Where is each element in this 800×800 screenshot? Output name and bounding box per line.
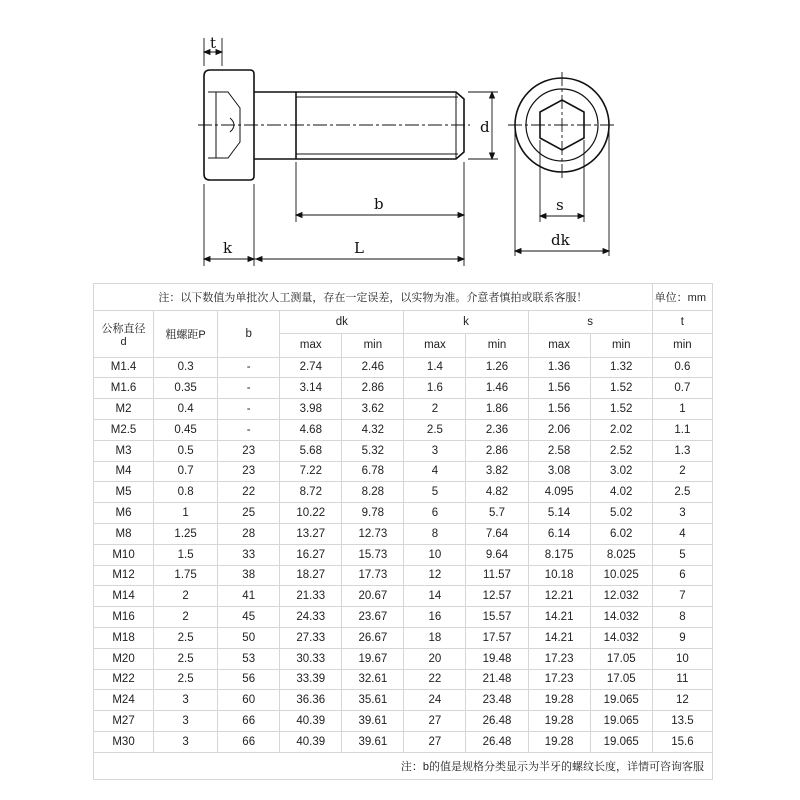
table-cell: M14 [94,586,154,607]
dim-label-s: s [556,196,564,214]
table-cell: 14.032 [590,607,652,628]
table-cell: 23 [218,461,280,482]
dim-label-b: b [374,195,384,213]
table-cell: 3 [154,731,218,752]
footnote-row [94,752,713,779]
header-pitch: 粗螺距P [154,311,218,357]
table-cell: 22 [404,669,466,690]
dim-label-t: t [210,34,217,52]
header-dk-max: max [280,334,342,357]
table-cell: M12 [94,565,154,586]
table-cell: 6.14 [528,523,590,544]
spec-table [93,283,713,780]
table-cell: 12 [404,565,466,586]
table-cell: 27 [404,731,466,752]
table-row [94,419,713,440]
table-cell: 12.032 [590,586,652,607]
table-cell: 5 [404,482,466,503]
table-cell: M3 [94,440,154,461]
table-cell: 1.75 [154,565,218,586]
table-cell: 1.86 [466,399,528,420]
table-cell: 26.48 [466,711,528,732]
table-cell: - [218,357,280,378]
table-cell: 15.73 [342,544,404,565]
table-cell: 3 [154,711,218,732]
table-cell: 3.02 [590,461,652,482]
table-cell: 9.78 [342,503,404,524]
table-row [94,523,713,544]
table-cell: 2.86 [342,378,404,399]
header-diameter-line2: d [120,335,127,348]
table-cell: M16 [94,607,154,628]
table-cell: 3.82 [466,461,528,482]
table-cell: 16.27 [280,544,342,565]
table-cell: 2 [154,607,218,628]
table-cell: 30.33 [280,648,342,669]
table-cell: 2 [652,461,712,482]
table-cell: 0.3 [154,357,218,378]
table-cell: 3 [652,503,712,524]
table-cell: 10 [404,544,466,565]
table-cell: 0.35 [154,378,218,399]
table-cell: 3.08 [528,461,590,482]
table-cell: M10 [94,544,154,565]
table-cell: 10.18 [528,565,590,586]
table-row [94,357,713,378]
table-cell: 19.28 [528,711,590,732]
table-cell: 66 [218,731,280,752]
table-cell: 7 [652,586,712,607]
table-cell: 14.21 [528,627,590,648]
table-row [94,711,713,732]
table-row [94,461,713,482]
table-cell: 13.27 [280,523,342,544]
header-dk: dk [280,311,404,334]
dim-label-k: k [223,239,233,257]
header-b: b [218,311,280,357]
table-cell: M8 [94,523,154,544]
table-cell: 1.52 [590,399,652,420]
table-cell: 0.6 [652,357,712,378]
table-cell: 18 [404,627,466,648]
table-cell: 23 [218,440,280,461]
table-cell: 17.23 [528,669,590,690]
table-cell: 2.36 [466,419,528,440]
table-row [94,690,713,711]
table-cell: 19.48 [466,648,528,669]
header-k-min: min [466,334,528,357]
table-cell: 19.28 [528,690,590,711]
table-cell: 28 [218,523,280,544]
table-cell: 1.1 [652,419,712,440]
table-cell: 2 [154,586,218,607]
dim-label-L: L [354,239,364,257]
table-cell: 22 [218,482,280,503]
table-cell: M2 [94,399,154,420]
table-cell: 19.065 [590,731,652,752]
table-cell: 12.21 [528,586,590,607]
table-cell: 1.36 [528,357,590,378]
table-footnote: 注：b的值是规格分类显示为半牙的螺纹长度，详情可咨询客服 [94,752,713,779]
table-cell: 1.25 [154,523,218,544]
table-cell: 8.025 [590,544,652,565]
table-cell: 24 [404,690,466,711]
table-cell: 25 [218,503,280,524]
table-cell: 7.64 [466,523,528,544]
table-cell: 2.5 [154,627,218,648]
table-cell: 0.4 [154,399,218,420]
table-cell: 11.57 [466,565,528,586]
table-cell: 2.5 [154,648,218,669]
table-cell: 19.28 [528,731,590,752]
table-cell: 1.56 [528,399,590,420]
table-cell: 0.5 [154,440,218,461]
table-cell: 16 [404,607,466,628]
table-cell: 40.39 [280,711,342,732]
table-cell: 5.02 [590,503,652,524]
table-cell: 36.36 [280,690,342,711]
screw-drawing [0,0,800,280]
table-cell: 1 [652,399,712,420]
table-cell: 6 [404,503,466,524]
table-cell: 1.5 [154,544,218,565]
dim-label-d: d [480,118,490,136]
table-cell: 17.73 [342,565,404,586]
table-cell: 0.7 [652,378,712,399]
table-cell: 1 [154,503,218,524]
table-cell: 8.175 [528,544,590,565]
table-cell: 12.73 [342,523,404,544]
table-cell: 26.48 [466,731,528,752]
table-cell: 10 [652,648,712,669]
header-dk-min: min [342,334,404,357]
table-cell: M27 [94,711,154,732]
table-cell: 20 [404,648,466,669]
table-cell: 1.3 [652,440,712,461]
table-cell: 50 [218,627,280,648]
table-cell: M1.4 [94,357,154,378]
table-cell: 21.33 [280,586,342,607]
table-cell: - [218,399,280,420]
dim-label-dk: dk [551,231,570,249]
table-cell: 41 [218,586,280,607]
table-row [94,607,713,628]
table-cell: 6 [652,565,712,586]
header-t-min: min [652,334,712,357]
header-row-1 [94,311,713,334]
table-cell: 2.58 [528,440,590,461]
table-cell: M5 [94,482,154,503]
table-cell: 8.72 [280,482,342,503]
table-row [94,482,713,503]
table-cell: 4.68 [280,419,342,440]
table-cell: M22 [94,669,154,690]
table-row [94,399,713,420]
table-cell: 8 [404,523,466,544]
table-cell: 14 [404,586,466,607]
header-s: s [528,311,652,334]
table-cell: 21.48 [466,669,528,690]
table-cell: 17.05 [590,648,652,669]
table-cell: 5.7 [466,503,528,524]
table-cell: 3.14 [280,378,342,399]
table-cell: 4 [652,523,712,544]
table-cell: 3 [404,440,466,461]
table-cell: 23.67 [342,607,404,628]
table-cell: 1.6 [404,378,466,399]
table-cell: 2.5 [652,482,712,503]
table-cell: 2.86 [466,440,528,461]
table-cell: M24 [94,690,154,711]
table-cell: 1.56 [528,378,590,399]
table-cell: 4.32 [342,419,404,440]
header-s-max: max [528,334,590,357]
header-k: k [404,311,528,334]
table-cell: 1.26 [466,357,528,378]
table-cell: M6 [94,503,154,524]
table-cell: 8 [652,607,712,628]
table-cell: 33.39 [280,669,342,690]
table-cell: 2.74 [280,357,342,378]
table-cell: 0.8 [154,482,218,503]
header-t: t [652,311,712,334]
table-cell: 0.7 [154,461,218,482]
table-cell: 45 [218,607,280,628]
table-cell: 5.68 [280,440,342,461]
table-cell: 35.61 [342,690,404,711]
table-cell: 40.39 [280,731,342,752]
table-row [94,586,713,607]
table-cell: 60 [218,690,280,711]
table-cell: M1.6 [94,378,154,399]
table-cell: 3.62 [342,399,404,420]
table-cell: 1.52 [590,378,652,399]
table-cell: 17.05 [590,669,652,690]
table-cell: 23.48 [466,690,528,711]
table-cell: 66 [218,711,280,732]
table-cell: 2.02 [590,419,652,440]
table-note: 注：以下数值为单批次人工测量，存在一定误差，以实物为准。介意者慎拍或联系客服！ [94,284,653,311]
table-cell: 4 [404,461,466,482]
table-cell: M4 [94,461,154,482]
table-cell: M30 [94,731,154,752]
table-row [94,648,713,669]
table-cell: 1.32 [590,357,652,378]
table-row [94,565,713,586]
table-cell: 3.98 [280,399,342,420]
table-cell: 15.6 [652,731,712,752]
table-cell: 12 [652,690,712,711]
table-cell: M20 [94,648,154,669]
table-cell: 27.33 [280,627,342,648]
table-cell: - [218,419,280,440]
unit-label: 单位：mm [652,284,712,311]
table-cell: 11 [652,669,712,690]
table-row [94,669,713,690]
table-row [94,440,713,461]
table-cell: 2.06 [528,419,590,440]
table-cell: 1.4 [404,357,466,378]
table-cell: 9 [652,627,712,648]
table-cell: 8.28 [342,482,404,503]
table-row [94,731,713,752]
table-cell: 56 [218,669,280,690]
table-cell: 33 [218,544,280,565]
table-cell: 19.065 [590,690,652,711]
table-cell: 4.82 [466,482,528,503]
table-cell: 18.27 [280,565,342,586]
table-cell: M2.5 [94,419,154,440]
table-cell: 32.61 [342,669,404,690]
header-diameter-line1: 公称直径 [101,322,146,335]
header-k-max: max [404,334,466,357]
table-cell: 2.52 [590,440,652,461]
header-diameter [94,311,154,357]
table-cell: 27 [404,711,466,732]
table-cell: 0.45 [154,419,218,440]
table-cell: 13.5 [652,711,712,732]
table-cell: 39.61 [342,731,404,752]
table-cell: 6.78 [342,461,404,482]
table-cell: 3 [154,690,218,711]
table-cell: 53 [218,648,280,669]
table-cell: 6.02 [590,523,652,544]
table-cell: 5.32 [342,440,404,461]
table-row [94,544,713,565]
table-cell: 2.5 [404,419,466,440]
table-row [94,378,713,399]
table-row [94,503,713,524]
table-cell: M18 [94,627,154,648]
table-cell: 5 [652,544,712,565]
note-row [94,284,713,311]
table-cell: 9.64 [466,544,528,565]
table-cell: 12.57 [466,586,528,607]
table-cell: 19.67 [342,648,404,669]
table-cell: 1.46 [466,378,528,399]
table-cell: 14.032 [590,627,652,648]
table-cell: 2 [404,399,466,420]
table-cell: - [218,378,280,399]
table-cell: 38 [218,565,280,586]
table-cell: 20.67 [342,586,404,607]
table-cell: 10.22 [280,503,342,524]
table-cell: 39.61 [342,711,404,732]
screw-shank [254,92,464,159]
table-cell: 17.57 [466,627,528,648]
table-cell: 4.095 [528,482,590,503]
table-cell: 5.14 [528,503,590,524]
table-cell: 14.21 [528,607,590,628]
table-cell: 24.33 [280,607,342,628]
table-cell: 4.02 [590,482,652,503]
table-cell: 19.065 [590,711,652,732]
table-cell: 15.57 [466,607,528,628]
table-cell: 7.22 [280,461,342,482]
table-cell: 2.46 [342,357,404,378]
table-cell: 2.5 [154,669,218,690]
table-cell: 10.025 [590,565,652,586]
table-cell: 17.23 [528,648,590,669]
table-cell: 26.67 [342,627,404,648]
table-row [94,627,713,648]
header-s-min: min [590,334,652,357]
